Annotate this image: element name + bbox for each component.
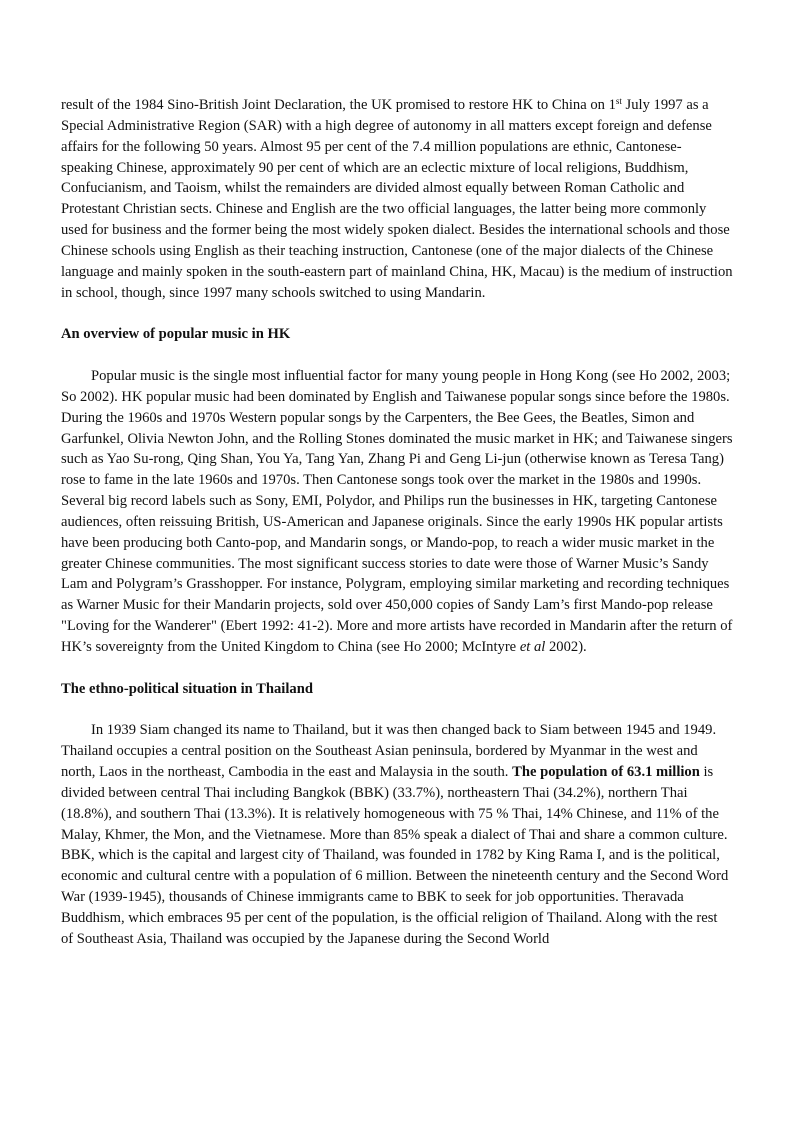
section-heading-thailand: The ethno-political situation in Thailand: [61, 680, 313, 697]
paragraph-text: is divided between central Thai including Bangkok (BBK) (33.7%), northeastern Thai (34.2%), northern Thai (18.8%), and southern Thai (13.3%). It is relatively homogeneous with 75 % Thai, 14% Chinese, and 11% of the Malay, Khmer, the Mon, and the Vietnamese. More than 85% speak a dialect of Thai and share a common culture. BBK, which is the capital and largest city of Thailand, was founded in 1782 by King Rama I, and is the political, economic and cultural centre with a population of 6 million. Between the nineteenth century and the Second Word War (1939-1945), thousands of Chinese immigrants came to BBK to seek for job opportunities. Theravada Buddhism, which embraces 95 per cent of the population, is the official religion of Thailand. Along with the rest of Southeast Asia, Thailand was occupied by the Japanese during the Second World: [61, 764, 729, 947]
italic-citation: et al: [519, 638, 546, 655]
paragraph-text: July 1997 as a Special Administrative Region (SAR) with a high degree of autonomy in all matters except foreign and defense affairs for the following 50 years. Almost 95 per cent of the 7.4 million populations are ethnic, Cantonese-speaking Chinese, approximately 90 per cent of which are an eclectic mixture of local religions, Buddhism, Confucianism, and Taoism, whilst the remainders are divided almost equally between Roman Catholic and Protestant Christian sects. Chinese and English are the two official languages, the latter being more commonly used for business and the former being the most widely spoken dialect. Besides the international schools and those Chinese schools using English as their teaching instruction, Cantonese (one of the major dialects of the Chinese language and mainly spoken in the south-eastern part of mainland China, HK, Macau) is the medium of instruction in school, though, since 1997 many schools switched to using Mandarin.: [61, 97, 733, 301]
paragraph-text: 2002).: [545, 638, 587, 655]
spacer: [61, 345, 733, 366]
bold-text: The population of 63.1 million: [512, 764, 700, 780]
spacer: [61, 699, 733, 720]
spacer: [61, 658, 733, 679]
paragraph-popular-music: [61, 366, 733, 658]
ordinal-superscript: st: [615, 96, 622, 106]
section-heading-popular-music: An overview of popular music in HK: [61, 326, 291, 343]
paragraph-text: In 1939 Siam changed its name to Thailand, but it was then changed back to Siam between 1945 and 1949. Thailand occupies a central position on the Southeast Asian peninsula, bordered by Myanmar in the west and north, Laos in the northeast, Cambodia in the east and Malaysia in the south.: [61, 722, 717, 780]
paragraph-text: result of the 1984 Sino-British Joint Declaration, the UK promised to restore HK to China on 1: [61, 97, 616, 113]
paragraph-thailand: [61, 720, 733, 949]
spacer: [61, 303, 733, 324]
paragraph-hk-background: [61, 95, 733, 303]
paragraph-text: Popular music is the single most influential factor for many young people in Hong Kong (see Ho 2002, 2003; So 2002). HK popular music had been dominated by English and Taiwanese popular songs since before the 1980s. During the 1960s and 1970s Western popular songs by the Carpenters, the Bee Gees, the Beatles, Simon and Garfunkel, Olivia Newton John, and the Rolling Stones dominated the music market in HK; and Taiwanese singers such as Yao Su-rong, Qing Shan, You Ya, Tang Yan, Zhang Pi and Geng Li-jun (otherwise known as Teresa Tang) rose to fame in the late 1960s and 1970s. Then Cantonese songs took over the market in the 1980s and 1990s. Several big record labels such as Sony, EMI, Polydor, and Philips run the businesses in HK, targeting Cantonese audiences, often reissuing British, US-American and Japanese originals. Since the early 1990s HK popular artists have been producing both Canto-pop, and Mandarin songs, or Mando-pop, to reach a wider music market in the greater Chinese communities. The most significant success stories to date were those of Warner Music’s Sandy Lam and Polygram’s Grasshopper. For instance, Polygram, employing similar marketing and recording techniques as Warner Music for their Mandarin projects, sold over 450,000 copies of Sandy Lam’s first Mando-pop release "Loving for the Wanderer" (Ebert 1992: 41-2). More and more artists have recorded in Mandarin after the return of HK’s sovereignty from the United Kingdom to China (see Ho 2000; McIntyre: [61, 367, 733, 655]
document-page: [61, 95, 733, 950]
